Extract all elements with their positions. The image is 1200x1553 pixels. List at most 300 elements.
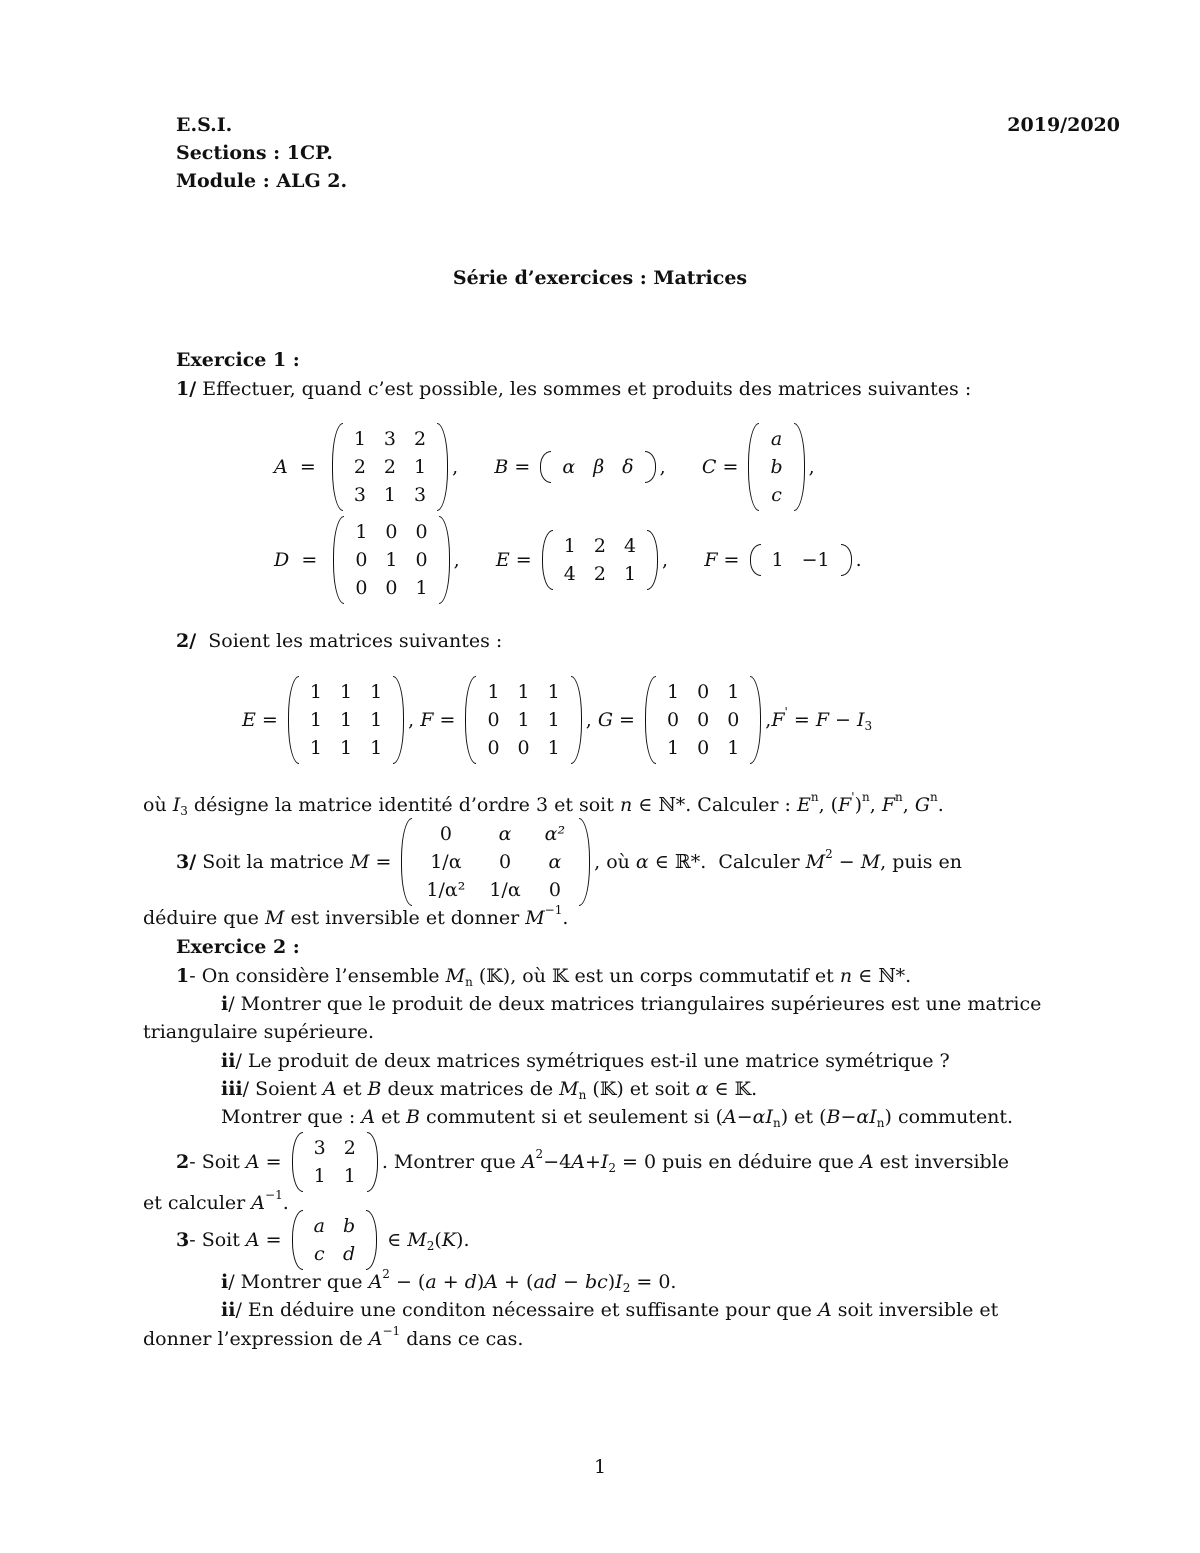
right-parenthesis: [393, 676, 404, 764]
matrix-cell: 0: [498, 851, 512, 873]
question-2-1-iii: [221, 1075, 757, 1103]
text-segment: est inversible et donner: [284, 907, 526, 929]
text-segment: −: [736, 1106, 753, 1128]
text-segment: −1: [265, 1188, 283, 1202]
text-segment: −: [840, 1106, 857, 1128]
text-segment: i: [221, 1271, 229, 1293]
matrix-entries: [553, 453, 642, 481]
text-segment: A: [274, 456, 288, 478]
matrix-cell: 1: [563, 535, 576, 557]
text-segment: 2/: [176, 630, 197, 652]
matrix-cell: 2: [383, 456, 396, 478]
text-segment: F: [704, 549, 718, 571]
text-segment: A: [859, 1151, 874, 1173]
text-segment: n: [839, 965, 853, 987]
text-segment: Soit la matrice: [196, 851, 350, 873]
text-segment: / Le produit de deux matrices symétriques est-il une matrice symétrique ?: [235, 1050, 950, 1072]
sections: Sections : 1CP.: [176, 142, 333, 164]
text-segment: 3: [176, 1229, 190, 1251]
text-segment: E: [796, 794, 811, 816]
module: Module : ALG 2.: [176, 170, 348, 192]
text-segment: ) commutent.: [884, 1106, 1014, 1128]
text-segment: , (: [818, 794, 839, 816]
question-1-3: [176, 818, 962, 906]
matrix-cell: 3: [353, 484, 366, 506]
right-parenthesis: [366, 1210, 377, 1270]
exercise-2-heading: [176, 933, 300, 961]
text-segment: A: [245, 1151, 260, 1173]
question-2-3-ii: [221, 1296, 998, 1324]
text-segment: I: [615, 1271, 623, 1293]
text-segment: - On considère l’ensemble: [189, 965, 446, 987]
text-segment: n: [465, 975, 473, 989]
matrix-cell: α: [498, 823, 512, 845]
text-segment: A: [723, 1106, 737, 1128]
text-segment: ,: [585, 709, 598, 731]
text-segment: (𝕂) et soit: [586, 1078, 696, 1100]
matrix-cell: 1: [383, 484, 396, 506]
matrix-cell: 1: [517, 681, 530, 703]
text-segment: −4: [543, 1151, 572, 1173]
text-segment: B: [826, 1106, 841, 1128]
matrix-cell: 0: [697, 681, 710, 703]
text-segment: =: [289, 549, 330, 571]
text-segment: ,: [659, 456, 702, 478]
text-segment: ,: [662, 549, 705, 571]
text-segment: et: [336, 1078, 368, 1100]
exercise-1-heading: [176, 346, 300, 374]
matrix-cell: 1: [771, 549, 784, 571]
text-segment: M: [860, 851, 881, 873]
matrix-cell: 1: [353, 428, 366, 450]
question-1-1: [176, 375, 971, 403]
text-segment: K: [441, 1229, 457, 1251]
text-segment: A: [484, 1271, 499, 1293]
text-segment: 2: [608, 1161, 617, 1175]
text-segment: n: [876, 1116, 885, 1130]
text-segment: ,: [902, 794, 915, 816]
text-segment: ∈: [381, 1229, 408, 1251]
matrix-cell: 1: [339, 709, 353, 731]
question-2-1-i-cont: [143, 1018, 374, 1046]
matrix-cell: 2: [353, 456, 366, 478]
text-segment: Soient les matrices suivantes :: [196, 630, 503, 652]
matrices-row-1: [274, 423, 815, 511]
matrix-cell: α: [562, 456, 576, 478]
text-segment: F: [420, 709, 434, 731]
text-segment: ,: [808, 456, 815, 478]
matrix-cell: 0: [415, 549, 428, 571]
question-2-3: [176, 1210, 469, 1270]
left-parenthesis: [465, 676, 476, 764]
text-segment: −: [556, 1271, 585, 1293]
matrix-cell: 0: [355, 549, 368, 571]
question-2-3-i: [221, 1268, 676, 1296]
text-segment: A: [368, 1271, 383, 1293]
question-2-1: [176, 962, 911, 990]
text-segment: +: [584, 1151, 601, 1173]
question-2-1-i: [221, 990, 1041, 1018]
text-segment: A: [521, 1151, 536, 1173]
text-segment: F: [881, 794, 896, 816]
matrix: [292, 1132, 378, 1192]
left-parenthesis: [401, 818, 412, 906]
matrix-cell: −1: [801, 549, 830, 571]
left-parenthesis: [288, 676, 299, 764]
right-parenthesis: [645, 451, 656, 483]
text-segment: ii: [221, 1050, 236, 1072]
text-segment: ,: [869, 794, 882, 816]
matrix-cell: b: [770, 456, 783, 478]
matrix-cell: 0: [548, 879, 561, 901]
text-segment: B: [406, 1106, 421, 1128]
school-name: E.S.I.: [176, 114, 233, 136]
matrix-cell: d: [342, 1243, 356, 1265]
text-segment: deux matrices de: [381, 1078, 560, 1100]
text-segment: 3: [864, 719, 873, 733]
left-parenthesis: [332, 423, 343, 511]
matrix: [332, 423, 448, 511]
text-segment: ∈ ℕ*. Calculer :: [632, 794, 797, 816]
text-segment: a: [425, 1271, 437, 1293]
matrix-cell: 1: [667, 681, 680, 703]
matrix-cell: 1: [415, 577, 428, 599]
right-parenthesis: [367, 1132, 378, 1192]
text-segment: / Soient: [242, 1078, 323, 1100]
text-segment: ,: [765, 709, 772, 731]
matrix-cell: a: [313, 1215, 325, 1237]
left-parenthesis: [748, 423, 759, 511]
text-segment: ad: [533, 1271, 557, 1293]
matrix-cell: 0: [697, 709, 710, 731]
text-segment: ,: [453, 549, 496, 571]
text-segment: −1: [382, 1324, 401, 1338]
question-2-2: [176, 1132, 1009, 1192]
text-segment: .: [855, 549, 862, 571]
matrix-cell: 1/α: [489, 879, 521, 901]
matrix-entries: [345, 425, 435, 509]
matrix-cell: c: [771, 484, 782, 506]
text-segment: triangulaire supérieure.: [143, 1021, 375, 1043]
matrix-entries: [555, 532, 645, 588]
text-segment: −1: [544, 903, 563, 917]
matrix: [288, 676, 404, 764]
page-title: Série d’exercices : Matrices: [452, 267, 748, 289]
matrix-cell: 1: [370, 709, 383, 731]
matrix-cell: 1: [313, 1165, 326, 1187]
matrix-cell: 1: [339, 681, 353, 703]
text-segment: = 0 puis en déduire que: [616, 1151, 860, 1173]
text-segment: D: [274, 549, 290, 571]
right-parenthesis: [437, 423, 448, 511]
matrix-cell: a: [770, 428, 783, 450]
text-segment: G: [597, 709, 613, 731]
text-segment: / Montrer que: [228, 1271, 369, 1293]
right-parenthesis: [647, 530, 658, 590]
text-segment: = 0.: [630, 1271, 677, 1293]
matrix-cell: 1: [343, 1165, 356, 1187]
matrix-entries: [761, 425, 791, 509]
text-segment: =: [259, 1229, 288, 1251]
text-segment: 1/: [176, 378, 197, 400]
text-segment: =: [508, 456, 537, 478]
text-segment: A: [571, 1151, 585, 1173]
question-2-1-iii-cont: [221, 1103, 1013, 1131]
right-parenthesis: [439, 516, 450, 604]
text-segment: n: [578, 1088, 587, 1102]
text-segment: commutent si et seulement si (: [420, 1106, 723, 1128]
text-segment: ) et (: [780, 1106, 827, 1128]
text-segment: ∈ 𝕂.: [708, 1078, 758, 1100]
left-parenthesis: [540, 451, 551, 483]
text-segment: désigne la matrice identité d’ordre 3 et soit: [187, 794, 620, 816]
matrix: [333, 516, 449, 604]
matrix: [401, 818, 590, 906]
matrix-cell: 1: [309, 737, 322, 759]
text-segment: ).: [456, 1229, 470, 1251]
matrix-cell: b: [342, 1215, 356, 1237]
text-segment: I: [857, 709, 865, 731]
matrix-cell: 0: [667, 709, 680, 731]
text-segment: 2: [825, 847, 833, 861]
text-segment: .: [937, 794, 944, 816]
matrix-cell: 0: [697, 737, 710, 759]
matrix-entries: [305, 1212, 365, 1268]
text-segment: 2: [382, 1267, 390, 1281]
matrix: [465, 676, 581, 764]
matrix-cell: 1: [517, 709, 530, 731]
text-segment: =: [259, 1151, 288, 1173]
text-segment: α: [635, 851, 649, 873]
matrices-row-2: [274, 516, 862, 604]
matrix: [645, 676, 761, 764]
matrix: [750, 544, 852, 576]
matrix-cell: 3: [414, 484, 427, 506]
text-segment: E: [495, 549, 510, 571]
question-1-2: [176, 627, 502, 655]
right-parenthesis: [571, 676, 582, 764]
text-segment: n: [930, 790, 938, 804]
matrix-cell: 1: [339, 737, 353, 759]
matrices-row-3: [242, 676, 872, 764]
matrix-cell: 1: [355, 521, 368, 543]
matrix-cell: 0: [487, 737, 500, 759]
text-segment: ': [784, 705, 788, 719]
matrix-cell: 0: [415, 521, 428, 543]
text-segment: 2: [426, 1239, 435, 1253]
left-parenthesis: [292, 1132, 303, 1192]
left-parenthesis: [750, 544, 761, 576]
matrix: [540, 451, 655, 483]
matrix-cell: 1: [309, 681, 322, 703]
text-segment: déduire que: [143, 907, 265, 929]
matrix-entries: [346, 518, 436, 602]
matrix-cell: 1: [727, 737, 740, 759]
text-segment: A: [368, 1328, 383, 1350]
text-segment: A: [322, 1078, 337, 1100]
left-parenthesis: [333, 516, 344, 604]
text-segment: .: [562, 907, 569, 929]
matrix-cell: 0: [727, 709, 740, 731]
right-parenthesis: [579, 818, 590, 906]
text-segment: B: [367, 1078, 382, 1100]
text-segment: 2: [176, 1151, 190, 1173]
text-segment: .: [282, 1192, 289, 1214]
text-segment: où: [143, 794, 173, 816]
text-segment: =: [509, 549, 538, 571]
text-segment: −: [832, 851, 861, 873]
matrix-entries: [301, 678, 391, 762]
matrix-cell: 1: [667, 737, 680, 759]
text-segment: αI: [856, 1106, 877, 1128]
text-segment: E: [242, 709, 256, 731]
text-segment: 3/: [176, 851, 197, 873]
text-segment: dans ce cas.: [400, 1328, 524, 1350]
text-segment: B: [494, 456, 509, 478]
deduce-line: [143, 904, 568, 932]
matrix-cell: 1: [370, 681, 383, 703]
matrix-entries: [763, 546, 839, 574]
academic-year: 2019/2020: [1007, 114, 1120, 136]
matrix-cell: 2: [593, 563, 606, 585]
matrix-cell: α: [548, 851, 562, 873]
text-segment: I: [600, 1151, 609, 1173]
text-segment: M: [445, 965, 466, 987]
matrix-cell: 1: [547, 737, 560, 759]
text-segment: A: [361, 1106, 376, 1128]
text-segment: (: [434, 1229, 442, 1251]
text-segment: 2: [535, 1147, 544, 1161]
text-segment: iii: [221, 1078, 243, 1100]
matrix-cell: 0: [355, 577, 368, 599]
matrix-cell: 1: [370, 737, 383, 759]
matrix-cell: 1: [547, 709, 560, 731]
text-segment: M: [559, 1078, 579, 1100]
matrix-cell: 1: [487, 681, 500, 703]
text-segment: Montrer que :: [221, 1106, 362, 1128]
matrix-cell: 1: [727, 681, 740, 703]
text-segment: M: [805, 851, 826, 873]
text-segment: ∈ ℕ*.: [852, 965, 912, 987]
text-segment: F: [838, 794, 852, 816]
text-segment: 3: [180, 804, 188, 818]
text-segment: M: [407, 1229, 427, 1251]
matrix-cell: 1/α: [430, 851, 462, 873]
left-parenthesis: [542, 530, 553, 590]
text-segment: soit inversible et: [831, 1299, 999, 1321]
text-segment: d: [464, 1271, 477, 1293]
text-segment: , où: [594, 851, 636, 873]
text-segment: =: [613, 709, 641, 731]
text-segment: - Soit: [189, 1151, 246, 1173]
text-segment: n: [619, 794, 633, 816]
matrix-cell: 2: [593, 535, 606, 557]
matrix-cell: 1: [414, 456, 427, 478]
text-segment: F: [771, 709, 785, 731]
text-segment: - Soit: [189, 1229, 246, 1251]
text-segment: n: [773, 1116, 781, 1130]
text-segment: / Montrer que le produit de deux matrices triangulaires supérieures est une matrice: [228, 993, 1042, 1015]
matrix-cell: 0: [487, 709, 500, 731]
text-segment: , puis en: [880, 851, 962, 873]
text-segment: M: [264, 907, 285, 929]
matrix-cell: 1: [309, 709, 322, 731]
matrix-cell: 4: [623, 535, 637, 557]
text-segment: =: [255, 709, 284, 731]
text-segment: ): [607, 1271, 616, 1293]
text-segment: ,: [452, 456, 495, 478]
matrix-entries: [414, 820, 577, 904]
text-segment: I: [172, 794, 181, 816]
matrix-cell: β: [593, 456, 605, 478]
text-segment: ii: [221, 1299, 236, 1321]
text-segment: / En déduire une conditon nécessaire et suffisante pour que: [235, 1299, 818, 1321]
text-segment: M: [349, 851, 370, 873]
text-segment: n: [810, 790, 819, 804]
text-segment: + (: [498, 1271, 534, 1293]
matrix-cell: 1: [623, 563, 637, 585]
text-segment: ): [476, 1271, 485, 1293]
right-parenthesis: [750, 676, 761, 764]
text-segment: . Montrer que: [381, 1151, 522, 1173]
text-segment: =: [716, 456, 745, 478]
left-parenthesis: [645, 676, 656, 764]
left-parenthesis: [292, 1210, 303, 1270]
text-segment: 1: [176, 965, 190, 987]
matrix-entries: [658, 678, 748, 762]
question-2-3-ii-cont: [143, 1325, 523, 1353]
text-segment: G: [914, 794, 931, 816]
text-segment: C: [701, 456, 717, 478]
text-segment: n: [895, 790, 903, 804]
text-segment: =: [787, 709, 816, 731]
matrix-cell: 3: [313, 1137, 326, 1159]
text-segment: 2: [622, 1281, 631, 1295]
text-segment: A: [251, 1192, 266, 1214]
text-segment: i: [221, 993, 229, 1015]
text-segment: donner l’expression de: [143, 1328, 369, 1350]
text-segment: =: [369, 851, 398, 873]
text-segment: M: [525, 907, 545, 929]
text-segment: A: [245, 1229, 260, 1251]
matrix-cell: 1: [547, 681, 560, 703]
matrix-cell: 4: [563, 563, 576, 585]
text-segment: α: [695, 1078, 709, 1100]
text-segment: αI: [752, 1106, 773, 1128]
text-segment: ,: [408, 709, 421, 731]
question-2-1-ii: [221, 1047, 950, 1075]
text-segment: et calculer: [143, 1192, 252, 1214]
matrix-cell: 2: [414, 428, 427, 450]
matrix-cell: c: [313, 1243, 325, 1265]
text-segment: et: [375, 1106, 407, 1128]
text-segment: ): [854, 794, 863, 816]
right-parenthesis: [841, 544, 852, 576]
matrix-cell: 1: [385, 549, 398, 571]
text-segment: est inversible: [873, 1151, 1010, 1173]
matrix: [292, 1210, 378, 1270]
text-segment: −: [829, 709, 858, 731]
matrix-cell: 0: [385, 521, 398, 543]
matrix-cell: δ: [622, 456, 634, 478]
matrix-cell: α²: [544, 823, 566, 845]
text-segment: A: [817, 1299, 832, 1321]
text-segment: (𝕂), où 𝕂 est un corps commutatif et: [472, 965, 840, 987]
right-parenthesis: [794, 423, 805, 511]
text-segment: F: [815, 709, 830, 731]
matrix-cell: 2: [343, 1137, 356, 1159]
text-segment: =: [717, 549, 746, 571]
